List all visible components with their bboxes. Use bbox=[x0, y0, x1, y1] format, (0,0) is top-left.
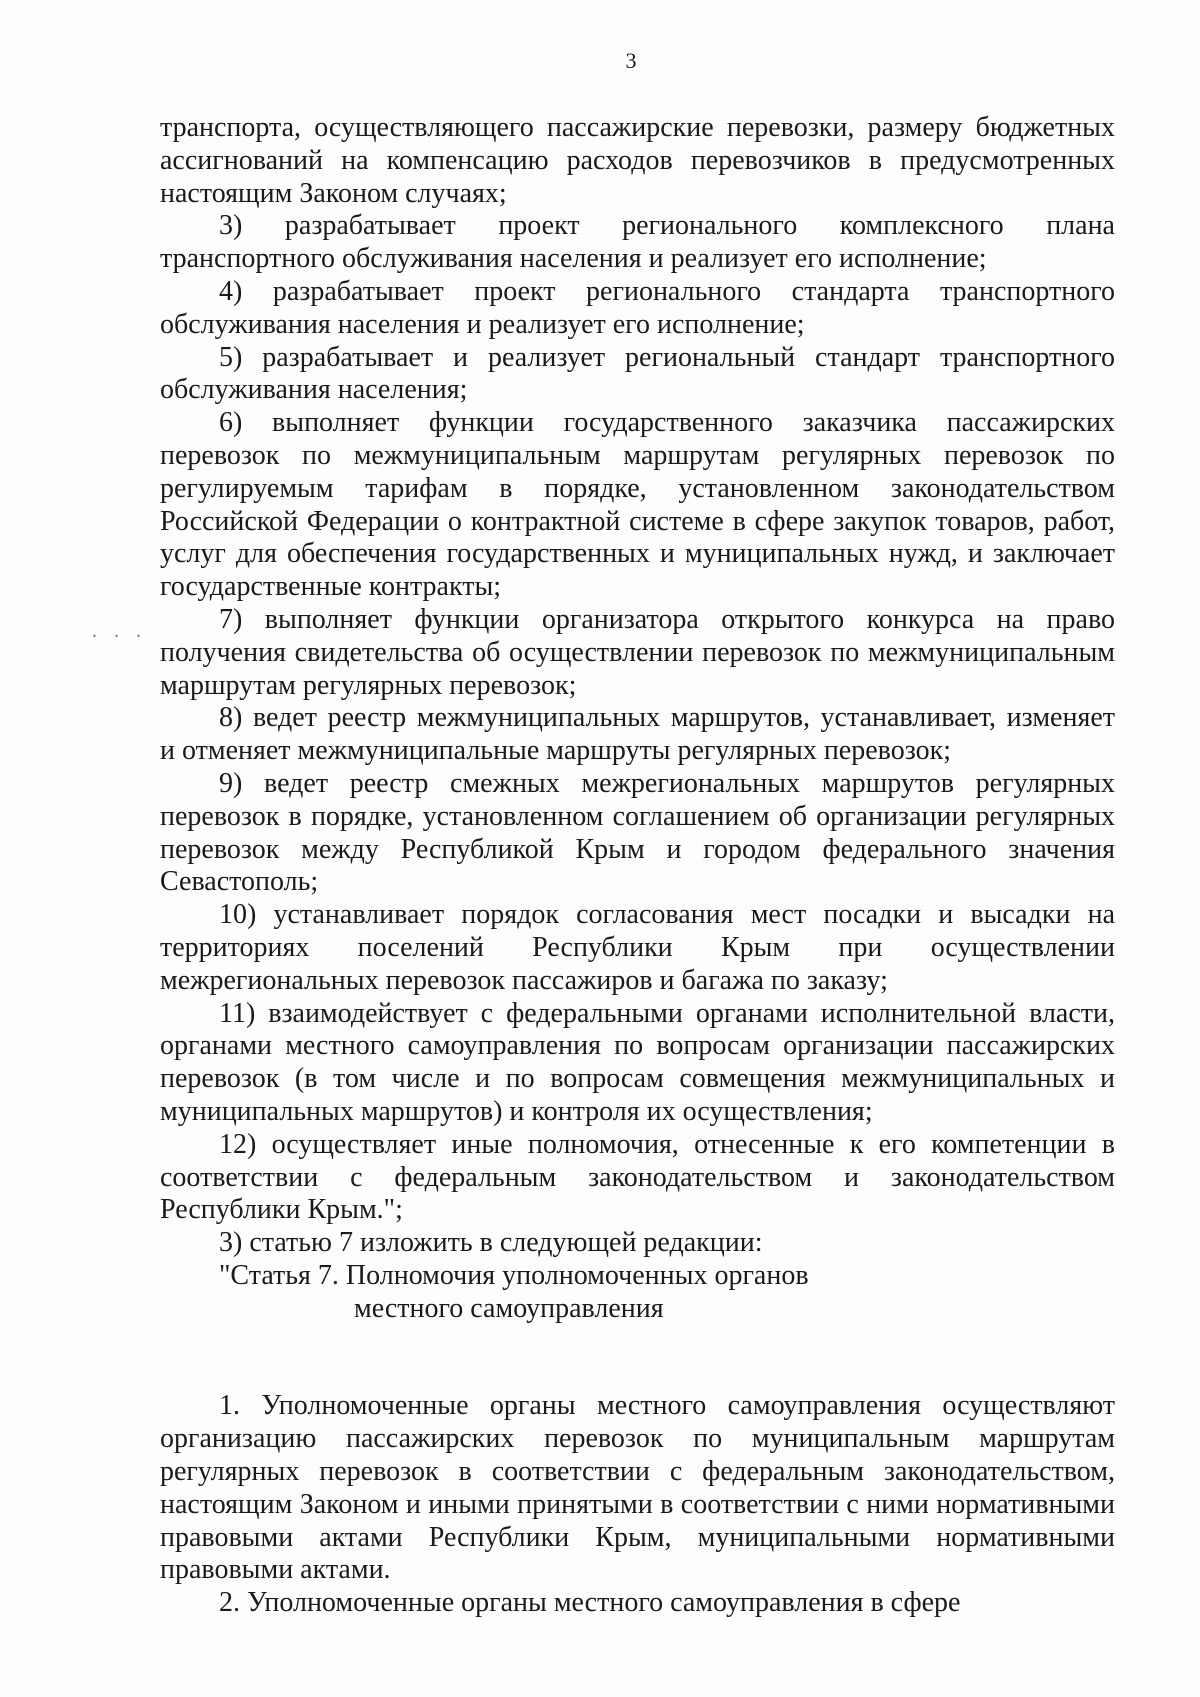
paragraph-item-6: 6) выполняет функции государственного заказчика пассажирских перевозок по межмуниципальным маршрутам регулярных перевозок по регулируемым тарифам в порядке, установленном законодательством Российской Федерации о контрактной системе в сфере закупок товаров, работ, услуг для обеспечения государственных и муниципальных нужд, и заключает государственные контракты; bbox=[160, 407, 1115, 603]
paragraph-item-8: 8) ведет реестр межмуниципальных маршрутов, устанавливает, изменяет и отменяет межмуниципальные маршруты регулярных перевозок; bbox=[160, 702, 1115, 767]
paragraph-continuation: транспорта, осуществляющего пассажирские перевозки, размеру бюджетных ассигнований на компенсацию расходов перевозчиков в предусмотренных настоящим Законом случаях; bbox=[160, 112, 1115, 209]
paragraph-amendment-3: 3) статью 7 изложить в следующей редакции: bbox=[219, 1227, 763, 1259]
article-heading-line-2: местного самоуправления bbox=[354, 1292, 664, 1324]
article-heading-line-1: "Статья 7. Полномочия уполномоченных органов bbox=[219, 1259, 809, 1291]
paragraph-item-5: 5) разрабатывает и реализует региональный стандарт транспортного обслуживания населения; bbox=[160, 341, 1115, 406]
article-heading bbox=[160, 1260, 1115, 1326]
article-paragraph-2: 2. Уполномоченные органы местного самоуправления в сфере bbox=[219, 1587, 961, 1619]
paragraph-item-10: 10) устанавливает порядок согласования мест посадки и высадки на территориях поселений Республики Крым при осуществлении межрегиональных перевозок пассажиров и багажа по заказу; bbox=[160, 899, 1115, 996]
paragraph-item-3: 3) разрабатывает проект регионального комплексного плана транспортного обслуживания населения и реализует его исполнение; bbox=[160, 210, 1115, 275]
paragraph-item-7: 7) выполняет функции организатора открытого конкурса на право получения свидетельства об осуществлении перевозок по межмуниципальным маршрутам регулярных перевозок; bbox=[160, 603, 1115, 701]
paragraph-item-11: 11) взаимодействует с федеральными органами исполнительной власти, органами местного самоуправления по вопросам организации пассажирских перевозок (в том числе и по вопросам совмещения межмуниципальных и муниципальных маршрутов) и контроля их осуществления; bbox=[160, 997, 1115, 1127]
paragraph-item-4: 4) разрабатывает проект регионального стандарта транспортного обслуживания населения и реализует его исполнение; bbox=[160, 275, 1115, 340]
paragraph-item-9: 9) ведет реестр смежных межрегиональных маршрутов регулярных перевозок в порядке, установленном соглашением об организации регулярных перевозок между Республикой Крым и городом федерального значения Севастополь; bbox=[160, 767, 1115, 898]
scan-artifact-marks: . . . bbox=[92, 620, 147, 642]
heading-spacing bbox=[160, 1325, 1115, 1390]
document-body bbox=[160, 112, 1115, 1620]
paragraph-item-12: 12) осуществляет иные полномочия, отнесенные к его компетенции в соответствии с федеральным законодательством и законодательством Республики Крым."; bbox=[160, 1128, 1115, 1226]
article-paragraph-1: 1. Уполномоченные органы местного самоуправления осуществляют организацию пассажирских перевозок по муниципальным маршрутам регулярных перевозок в соответствии с федеральным законодательством, настоящим Законом и иными принятыми в соответствии с ними нормативными правовыми актами Республики Крым, муниципальными нормативными правовыми актами. bbox=[160, 1390, 1115, 1586]
page-number: 3 bbox=[625, 48, 637, 73]
